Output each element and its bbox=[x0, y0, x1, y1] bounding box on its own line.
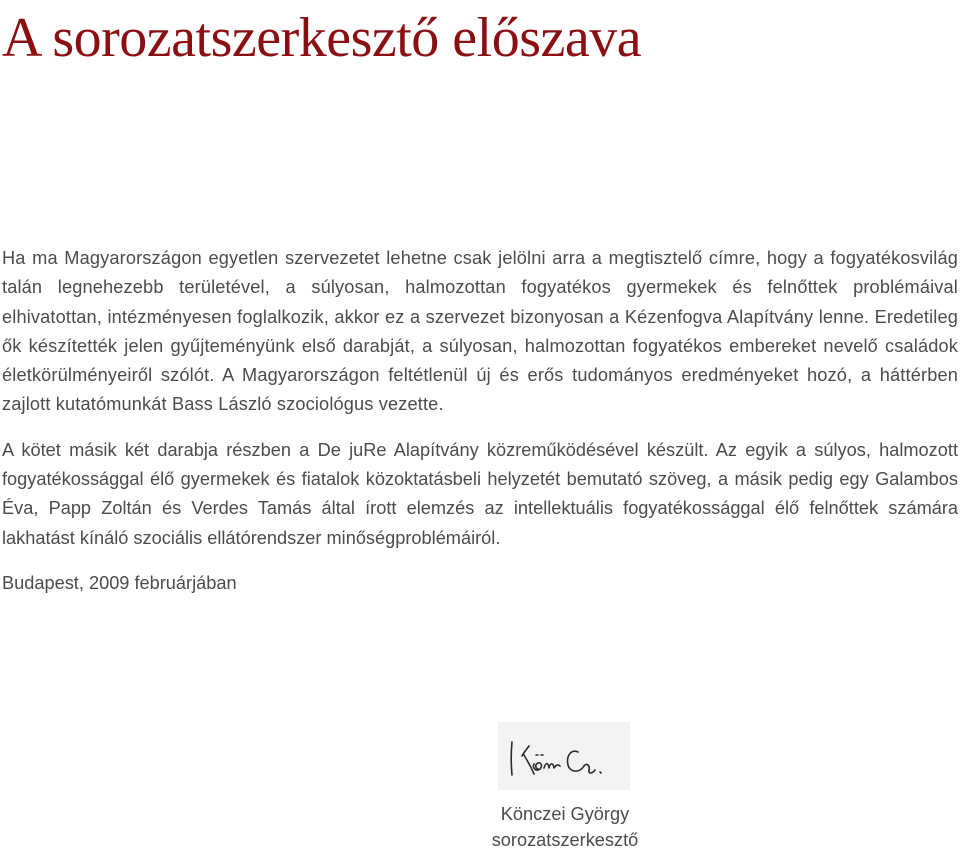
handwritten-signature bbox=[498, 722, 630, 790]
paragraph-2: A kötet másik két darabja részben a De juRe Alapítvány közreműködésével készült. Az egyik a súlyos, halmozott fogyatékossággal élő gyermekek és fiatalok közoktatásbeli helyzetét bemutató szöveg, a másik pedig egy Galambos Éva, Papp Zoltán és Verdes Tamás által írott elemzés az intellektuális fogyatékossággal élő felnőttek számára lakhatást kínáló szociális ellátórendszer minőségproblémáiról. bbox=[2, 439, 958, 548]
foreword-body bbox=[2, 244, 958, 598]
paragraph-1: Ha ma Magyarországon egyetlen szervezetet lehetne csak jelölni arra a megtisztelő címre, hogy a fogyatékosvilág talán legnehezebb területével, a súlyosan, halmozottan fogyatékos gyermekek és felnőttek problémáival elhivatottan, intézményesen foglalkozik, akkor ez a szervezet bizonyosan a Kézenfogva Alapítvány lenne. Eredetileg ők készítették jelen gyűjteményünk első darabját, a súlyosan, halmozottan fogyatékos embereket nevelő családok életkörülményeiről szólót. A Magyarországon feltétlenül új és erős tudományos eredményeket hozó, a háttérben zajlott kutatómunkát Bass László szociológus vezette. bbox=[2, 248, 958, 415]
signature-block bbox=[480, 722, 650, 850]
signer-name: Könczei György bbox=[500, 804, 630, 824]
date-line: Budapest, 2009 februárjában bbox=[2, 572, 237, 593]
signer-role: sorozatszerkesztő bbox=[491, 830, 639, 850]
page-title: A sorozatszerkesztő előszava bbox=[2, 7, 642, 69]
